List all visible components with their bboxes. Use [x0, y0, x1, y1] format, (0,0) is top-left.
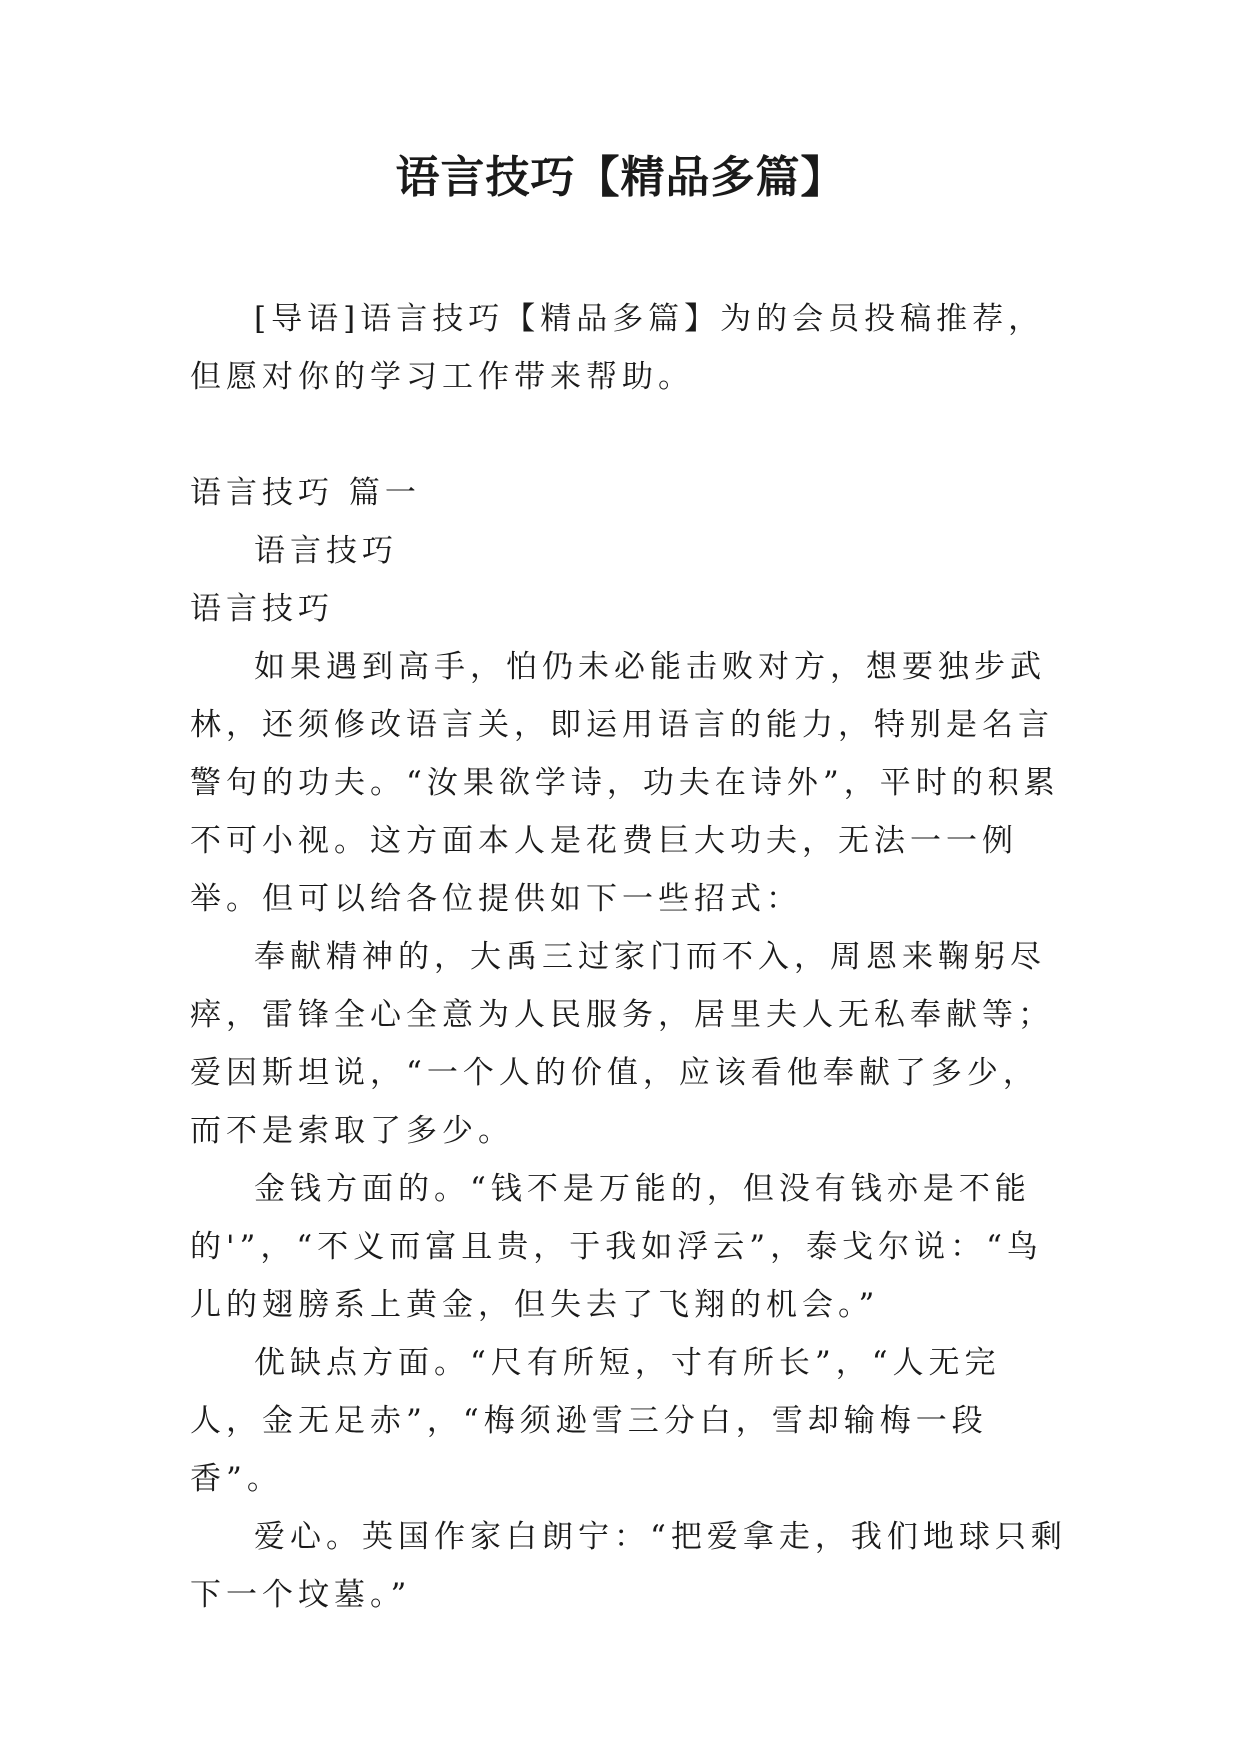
paragraph: 奉献精神的，大禹三过家门而不入，周恩来鞠躬尽瘁，雷锋全心全意为人民服务，居里夫人无私奉献等；爱因斯坦说，“一个人的价值，应该看他奉献了多少，而不是索取了多少。	[190, 939, 1054, 1149]
intro-paragraph: [导语]语言技巧【精品多篇】为的会员投稿推荐，但愿对你的学习工作带来帮助。	[190, 301, 1045, 395]
section-heading: 语言技巧 篇一	[190, 475, 421, 511]
paragraph: 优缺点方面。“尺有所短，寸有所长”，“人无完人，金无足赤”，“梅须逊雪三分白，雪却输梅一段香”。	[190, 1345, 1001, 1497]
paragraph: 爱心。英国作家白朗宁：“把爱拿走，我们地球只剩下一个坟墓。”	[190, 1519, 1067, 1613]
subheading: 语言技巧	[254, 533, 398, 569]
subheading-secondary: 语言技巧	[190, 591, 334, 627]
document-title: 语言技巧【精品多篇】	[395, 152, 846, 203]
paragraph: 金钱方面的。“钱不是万能的，但没有钱亦是不能的'”，“不义而富且贵，于我如浮云”，泰戈尔说：“鸟儿的翅膀系上黄金，但失去了飞翔的机会。”	[190, 1171, 1043, 1323]
document-body	[190, 290, 1072, 1624]
paragraph: 如果遇到高手，怕仍未必能击败对方，想要独步武林，还须修改语言关，即运用语言的能力，特别是名言警句的功夫。“汝果欲学诗，功夫在诗外”，平时的积累不可小视。这方面本人是花费巨大功夫，无法一一例举。但可以给各位提供如下一些招式：	[190, 649, 1060, 917]
